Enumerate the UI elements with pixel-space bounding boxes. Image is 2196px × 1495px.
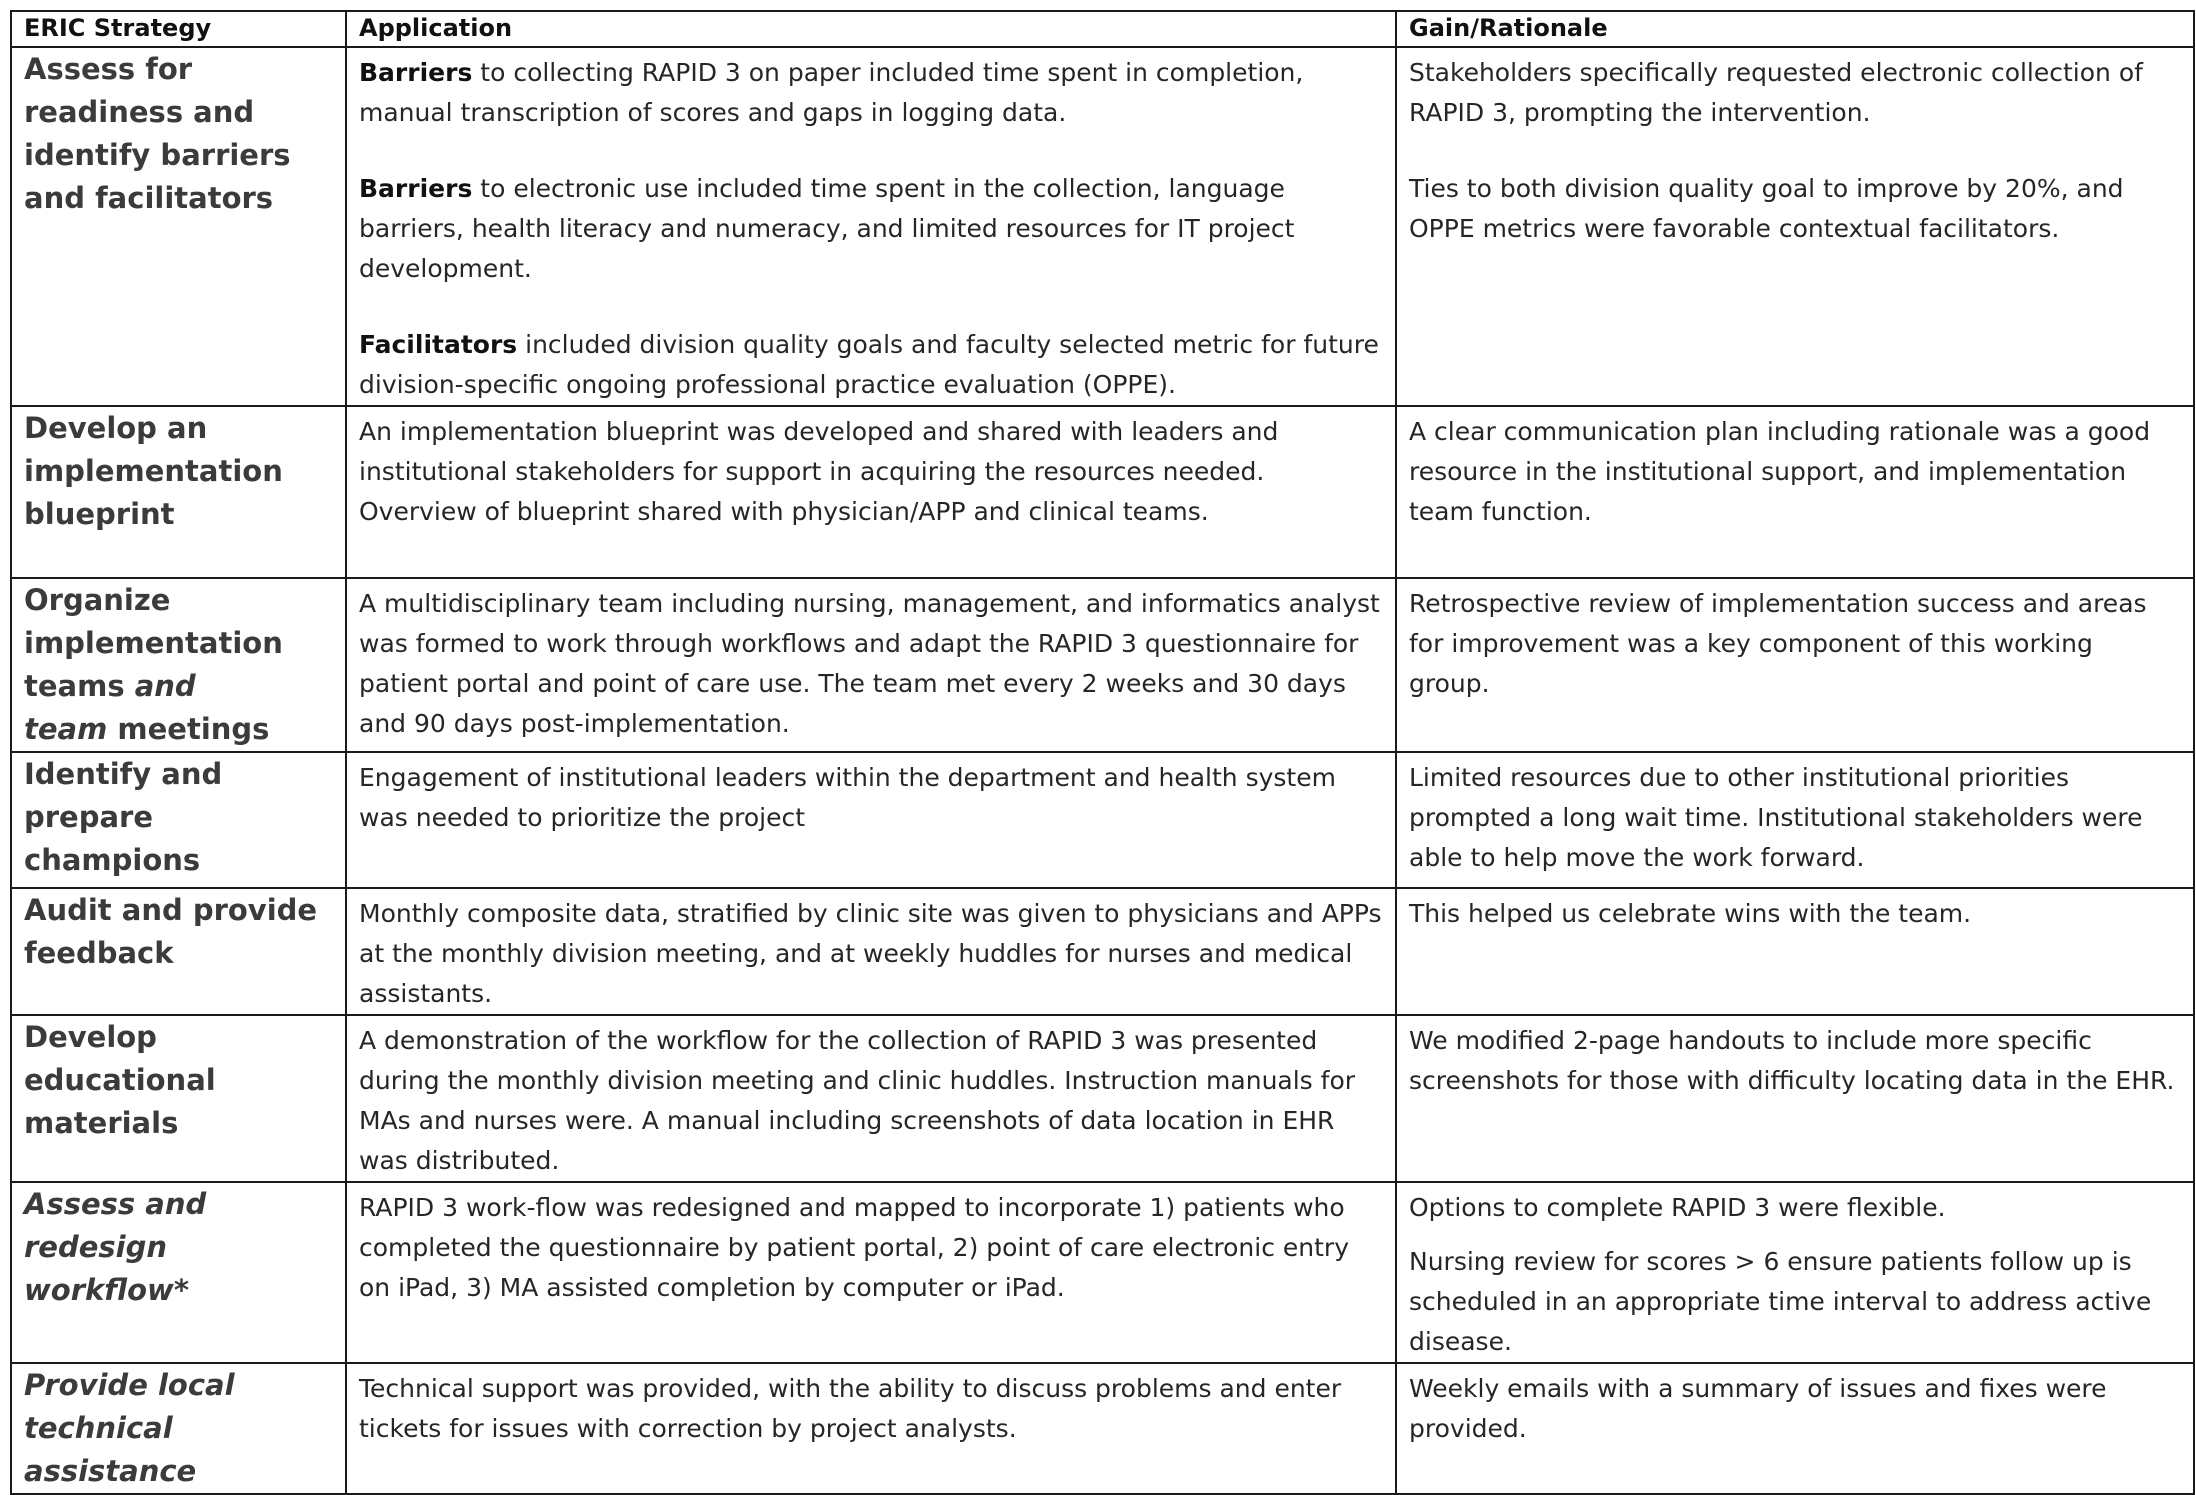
application-cell: An implementation blueprint was developed and shared with leaders and institutional stakeholders for support in acquiring the resources needed. Overview of blueprint shared with physician/APP and clinical teams. (346, 406, 1396, 578)
gain-cell (1396, 1182, 2194, 1363)
gain-cell: Weekly emails with a summary of issues and fixes were provided. (1396, 1363, 2194, 1494)
paragraph-text: included division quality goals and faculty selected metric for future division-specific ongoing professional practice evaluation (OPPE). (359, 330, 1379, 399)
gain-cell: Retrospective review of implementation success and areas for improvement was a key component of this working group. (1396, 578, 2194, 752)
strategy-text: Organize implementation teams (24, 583, 283, 703)
table-header-row (11, 11, 2194, 47)
table-row (11, 406, 2194, 578)
table-row (11, 1363, 2194, 1494)
eric-strategy-table (10, 10, 2195, 1495)
paragraph-lead: Barriers (359, 58, 473, 87)
paragraph-text: to collecting RAPID 3 on paper included time spent in completion, manual transcription of scores and gaps in logging data. (359, 58, 1304, 127)
gain-cell: This helped us celebrate wins with the team. (1396, 888, 2194, 1015)
strategy-text-italic: team (24, 712, 108, 746)
paragraph-text: to electronic use included time spent in the collection, language barriers, health literacy and numeracy, and limited resources for IT project development. (359, 174, 1295, 283)
application-cell (346, 47, 1396, 406)
strategy-cell: Audit and provide feedback (11, 888, 346, 1015)
application-cell: Engagement of institutional leaders within the department and health system was needed to prioritize the project (346, 752, 1396, 888)
application-paragraph (359, 169, 1383, 289)
strategy-cell: Develop an implementation blueprint (11, 406, 346, 578)
application-paragraph (359, 325, 1383, 405)
strategy-text-italic: and (134, 669, 196, 703)
table-row (11, 578, 2194, 752)
gain-paragraph: Nursing review for scores > 6 ensure patients follow up is scheduled in an appropriate time interval to address active disease. (1409, 1247, 2152, 1356)
strategy-cell: Assess and redesign workflow* (11, 1182, 346, 1363)
strategy-cell: Develop educational materials (11, 1015, 346, 1182)
gain-cell: We modified 2-page handouts to include more specific screenshots for those with difficulty locating data in the EHR. (1396, 1015, 2194, 1182)
gain-cell: A clear communication plan including rationale was a good resource in the institutional support, and implementation team function. (1396, 406, 2194, 578)
application-cell: A multidisciplinary team including nursing, management, and informatics analyst was formed to work through workflows and adapt the RAPID 3 questionnaire for patient portal and point of care use. The team met every 2 weeks and 30 days and 90 days post-implementation. (346, 578, 1396, 752)
strategy-cell: Assess for readiness and identify barriers and facilitators (11, 47, 346, 406)
application-cell: A demonstration of the workflow for the collection of RAPID 3 was presented during the monthly division meeting and clinic huddles. Instruction manuals for MAs and nurses were. A manual including screenshots of data location in EHR was distributed. (346, 1015, 1396, 1182)
column-header-strategy: ERIC Strategy (11, 11, 346, 47)
application-cell: Monthly composite data, stratified by clinic site was given to physicians and APPs at the monthly division meeting, and at weekly huddles for nurses and medical assistants. (346, 888, 1396, 1015)
gain-paragraph: Ties to both division quality goal to improve by 20%, and OPPE metrics were favorable contextual facilitators. (1409, 174, 2124, 243)
gain-cell: Limited resources due to other institutional priorities prompted a long wait time. Institutional stakeholders were able to help move the work forward. (1396, 752, 2194, 888)
table-row (11, 1182, 2194, 1363)
strategy-cell (11, 578, 346, 752)
column-header-gain: Gain/Rationale (1396, 11, 2194, 47)
table-row (11, 1015, 2194, 1182)
table-row (11, 47, 2194, 406)
gain-paragraph: Stakeholders specifically requested electronic collection of RAPID 3, prompting the intervention. (1409, 58, 2143, 127)
gain-paragraph: Options to complete RAPID 3 were flexible. (1409, 1193, 1946, 1222)
application-paragraph (359, 53, 1383, 133)
strategy-cell: Provide local technical assistance (11, 1363, 346, 1494)
application-cell: RAPID 3 work-flow was redesigned and mapped to incorporate 1) patients who completed the questionnaire by patient portal, 2) point of care electronic entry on iPad, 3) MA assisted completion by computer or iPad. (346, 1182, 1396, 1363)
strategy-cell: Identify and prepare champions (11, 752, 346, 888)
gain-cell (1396, 47, 2194, 406)
table-row (11, 752, 2194, 888)
strategy-text: meetings (107, 712, 270, 746)
table-row (11, 888, 2194, 1015)
column-header-application: Application (346, 11, 1396, 47)
paragraph-lead: Barriers (359, 174, 473, 203)
paragraph-lead: Facilitators (359, 330, 518, 359)
application-cell: Technical support was provided, with the ability to discuss problems and enter tickets for issues with correction by project analysts. (346, 1363, 1396, 1494)
